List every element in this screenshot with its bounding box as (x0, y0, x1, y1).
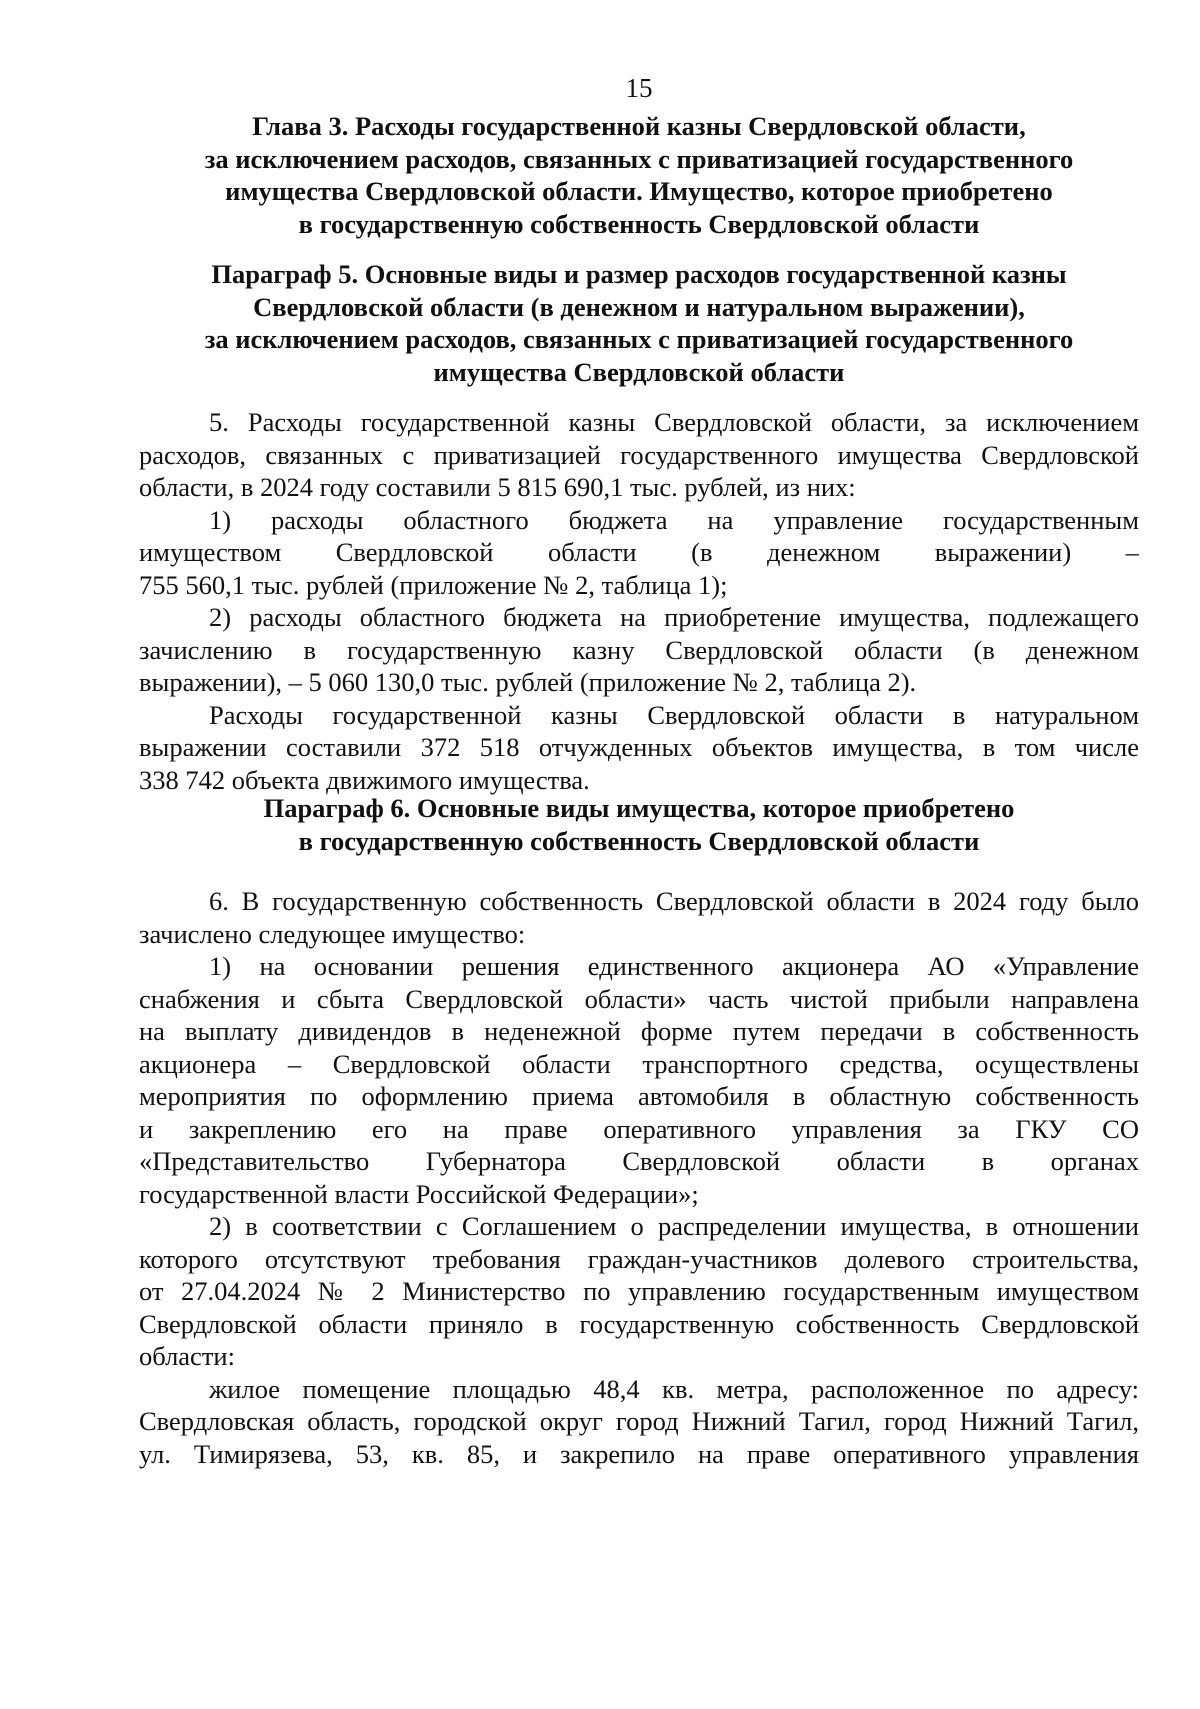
text-line: 1) на основании решения единственного акционера АО «Управление (209, 951, 1139, 981)
heading-line: в государственную собственность Свердловской области (298, 208, 980, 239)
text-line: на выплату дивидендов в неденежной форме путем передачи в собственность (139, 1016, 1139, 1046)
paragraph-6-body (139, 885, 1139, 1470)
text-line: 5. Расходы государственной казны Свердловской области, за исключением (209, 407, 1139, 437)
text-line: расходов, связанных с приватизацией государственного имущества Свердловской (139, 439, 1139, 470)
heading-line: Параграф 6. Основные виды имущества, которое приобретено (263, 793, 1015, 823)
heading-line: Свердловской области (в денежном и натуральном выражении), (253, 291, 1025, 322)
text-line: ул. Тимирязева, 53, кв. 85, и закрепило на праве оперативного управления (139, 1438, 1139, 1469)
text-line: которого отсутствуют требования граждан-участников долевого строительства, (139, 1243, 1139, 1274)
heading-line: в государственную собственность Свердловской области (298, 825, 980, 856)
text-line: 755 560,1 тыс. рублей (приложение № 2, таблица 1); (139, 569, 728, 600)
text-line: 2) расходы областного бюджета на приобретение имущества, подлежащего (209, 602, 1139, 632)
paragraph-6-heading (139, 792, 1139, 857)
text-line: Свердловская область, городской округ город Нижний Тагил, город Нижний Тагил, (139, 1406, 1139, 1436)
heading-line: Параграф 5. Основные виды и размер расходов государственной казны (211, 259, 1067, 289)
text-line: зачислению в государственную казну Свердловской области (в денежном (139, 634, 1139, 665)
text-line: от 27.04.2024 № 2 Министерство по управлению государственным имуществом (139, 1276, 1139, 1306)
text-line: имуществом Свердловской области (в денежном выражении) – (139, 537, 1139, 567)
document-page (139, 0, 1139, 1709)
text-line: 2) в соответствии с Соглашением о распределении имущества, в отношении (209, 1211, 1139, 1241)
heading-line: имущества Свердловской области (433, 356, 845, 387)
text-line: Расходы государственной казны Свердловской области в натуральном (209, 699, 1139, 730)
paragraph-5-heading (139, 258, 1139, 388)
text-line: «Представительство Губернатора Свердловской области в органах (139, 1146, 1139, 1176)
text-line: выражении), – 5 060 130,0 тыс. рублей (приложение № 2, таблица 2). (139, 667, 917, 697)
text-line: мероприятия по оформлению приема автомобиля в областную собственность (139, 1081, 1139, 1111)
text-line: области: (139, 1341, 235, 1371)
text-line: жилое помещение площадью 48,4 кв. метра, расположенное по адресу: (209, 1373, 1139, 1404)
heading-line: за исключением расходов, связанных с приватизацией государственного (204, 143, 1074, 174)
paragraph-5-body (139, 406, 1139, 796)
text-line: снабжения и сбыта Свердловской области» часть чистой прибыли направлена (139, 983, 1139, 1014)
text-line: Свердловской области приняло в государственную собственность Свердловской (139, 1308, 1139, 1339)
page-number: 15 (625, 73, 653, 103)
text-line: акционера – Свердловской области транспортного средства, осуществлены (139, 1048, 1139, 1079)
chapter-heading (139, 110, 1139, 240)
text-line: и закреплению его на праве оперативного управления за ГКУ СО (139, 1113, 1139, 1144)
text-line: государственной власти Российской Федерации»; (139, 1178, 699, 1209)
text-line: выражении составили 372 518 отчужденных объектов имущества, в том числе (139, 732, 1139, 762)
text-line: 6. В государственную собственность Свердловской области в 2024 году было (209, 886, 1139, 916)
text-line: 338 742 объекта движимого имущества. (139, 764, 590, 795)
heading-line: имущества Свердловской области. Имущество, которое приобретено (225, 176, 1053, 206)
text-line: области, в 2024 году составили 5 815 690,1 тыс. рублей, из них: (139, 472, 856, 502)
text-line: 1) расходы областного бюджета на управление государственным (209, 504, 1139, 535)
heading-line: Глава 3. Расходы государственной казны Свердловской области, (252, 111, 1026, 141)
heading-line: за исключением расходов, связанных с приватизацией государственного (204, 324, 1074, 354)
text-line: зачислено следующее имущество: (139, 918, 526, 949)
